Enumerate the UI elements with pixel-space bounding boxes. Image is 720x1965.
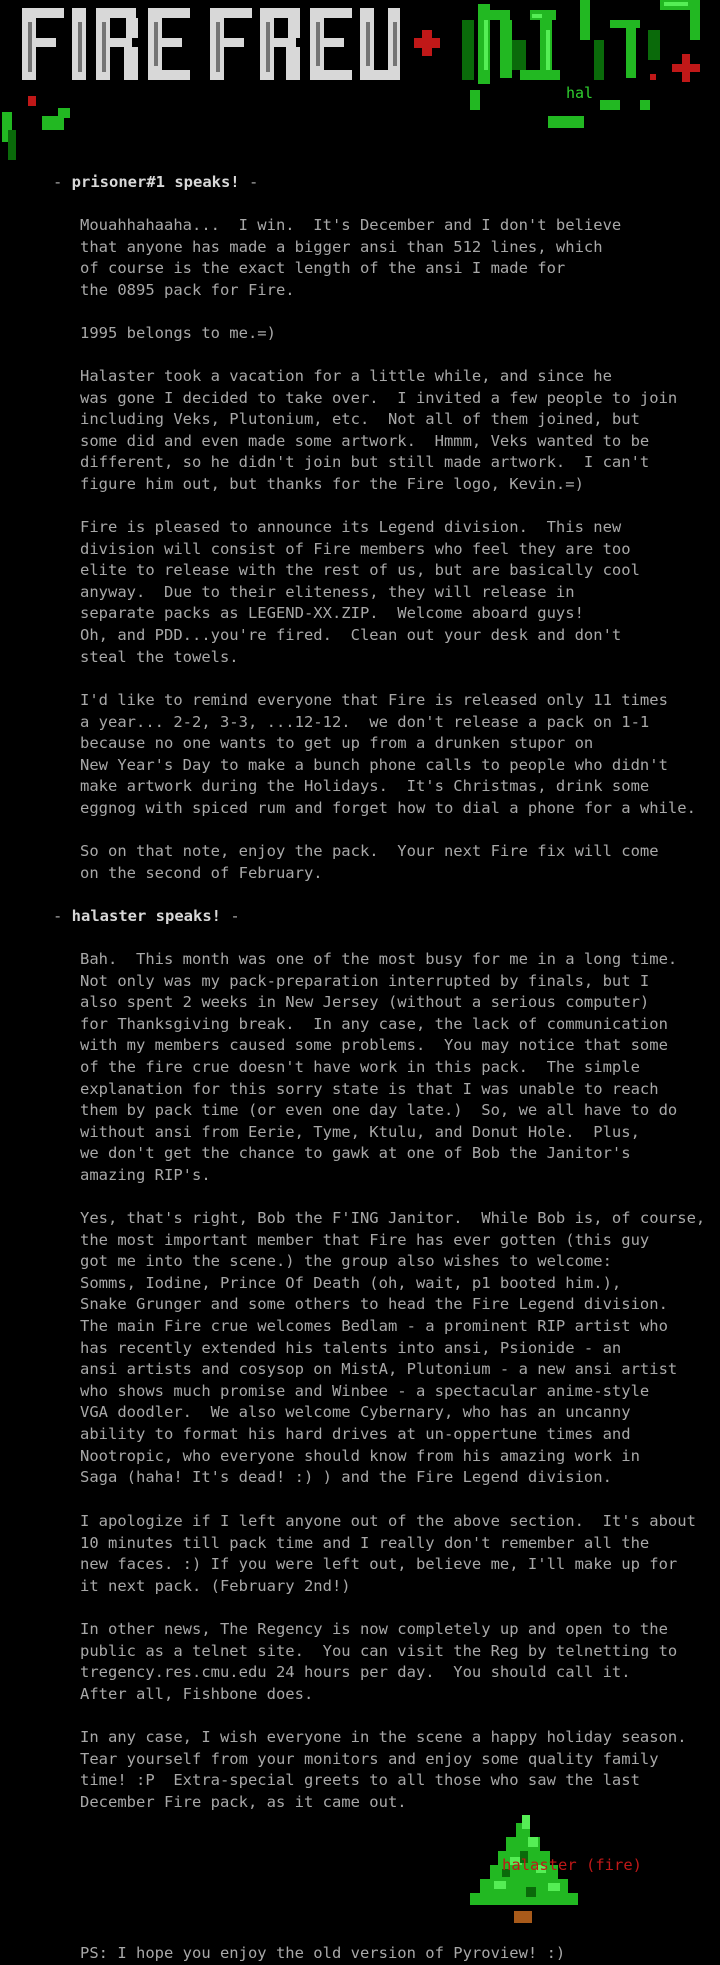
section-heading-prisoner: - prisoner#1 speaks! - [53,173,259,191]
paragraph: So on that note, enjoy the pack. Your next Fire fix will come on the second of February. [80,842,659,882]
paragraph: Yes, that's right, Bob the F'ING Janitor. While Bob is, of course, the most important member that Fire has ever gotten (this guy got me into the scene.) the group also wishes to welcome: Somms, Iodine, Prince Of Death (oh, wait, p1 booted him.), Snake Grunger and some others to head the Fire Legend division. The main Fire crue welcomes Bedlam - a prominent RIP artist who has recently extended his talents into ansi, Psionide - an ansi artists and cosysop on MistA, Plutonium - a new ansi artist who shows much promise and Winbee - a spectacular anime-style VGA doodler. We also welcome Cybernary, who has an uncanny ability to format his hard drives at un-oppertune times and Nootropic, who everyone should know from his amazing work in Saga (haha! It's dead! :) ) and the Fire Legend division. [80,1209,706,1487]
paragraph: 1995 belongs to me.=) [80,324,276,342]
paragraph: I apologize if I left anyone out of the above section. It's about 10 minutes till pack time and I really don't remember all the new faces. :) If you were left out, believe me, I'll make up for it next pack. (February 2nd!) [80,1512,696,1595]
paragraph: I'd like to remind everyone that Fire is released only 11 times a year... 2-2, 3-3, ...12-12. we don't release a pack on 1-1 because no one wants to get up from a drunken stupor on New Year's Day to make a bunch phone calls to people who didn't make artwork during the Holidays. It's Christmas, drink some eggnog with spiced rum and forget how to dial a phone for a while. [80,691,696,817]
paragraph: In any case, I wish everyone in the scene a happy holiday season. Tear yourself from your monitors and enjoy some quality family time! :P Extra-special greets to all those who saw the last December Fire pack, as it came out. [80,1728,687,1811]
paragraph: Halaster took a vacation for a little while, and since he was gone I decided to take over. I invited a few people to join including Veks, Plutonium, etc. Not all of them joined, but some did and even made some artwork. Hmmm, Veks wanted to be different, so he didn't join but still made artwork. I can't figure him out, but thanks for the Fire logo, Kevin.=) [80,367,678,493]
red-cross-left [414,30,440,56]
christmas-tree-art [470,1775,720,1935]
postscript: PS: I hope you enjoy the old version of Pyroview! :) [80,1944,566,1962]
artist-tag: hal [566,84,594,102]
paragraph: Bah. This month was one of the most busy for me in a long time. Not only was my pack-preparation interrupted by finals, but I also spent 2 weeks in New Jersey (without a serious computer) for Thanksgiving break. In any case, the lack of communication with my members caused some problems. You may notice that some of the fire crue doesn't have work in this pack. The simple explanation for this sorry state is that I was unable to reach them by pack time (or even one day late.) So, we all have to do without ansi from Eerie, Tyme, Ktulu, and Donut Hole. Plus, we don't get the chance to gawk at one of Bob the Janitor's amazing RIP's. [80,950,678,1184]
paragraph: Fire is pleased to announce its Legend division. This new division will consist of Fire members who feel they are too elite to release with the rest of us, but are basically cool anyway. Due to their eliteness, they will release in separate packs as LEGEND-XX.ZIP. Welcome aboard guys! Oh, and PDD...you're fired. Clean out your desk and don't steal the towels. [80,518,640,666]
fire-logo-header-art [0,0,720,170]
paragraph: Mouahhahaaha... I win. It's December and I don't believe that anyone has made a bigger ansi than 512 lines, which of course is the exact length of the ansi I made for the 0895 pack for Fire. [80,216,622,299]
signature: halaster (fire) [502,1856,642,1874]
paragraph: In other news, The Regency is now completely up and open to the public as a telnet site. You can visit the Reg by telnetting to tregency.res.cmu.edu 24 hours per day. You should call it. After all, Fishbone does. [80,1620,678,1703]
section-heading-halaster: - halaster speaks! - [53,907,240,925]
red-cross-right [672,54,700,82]
